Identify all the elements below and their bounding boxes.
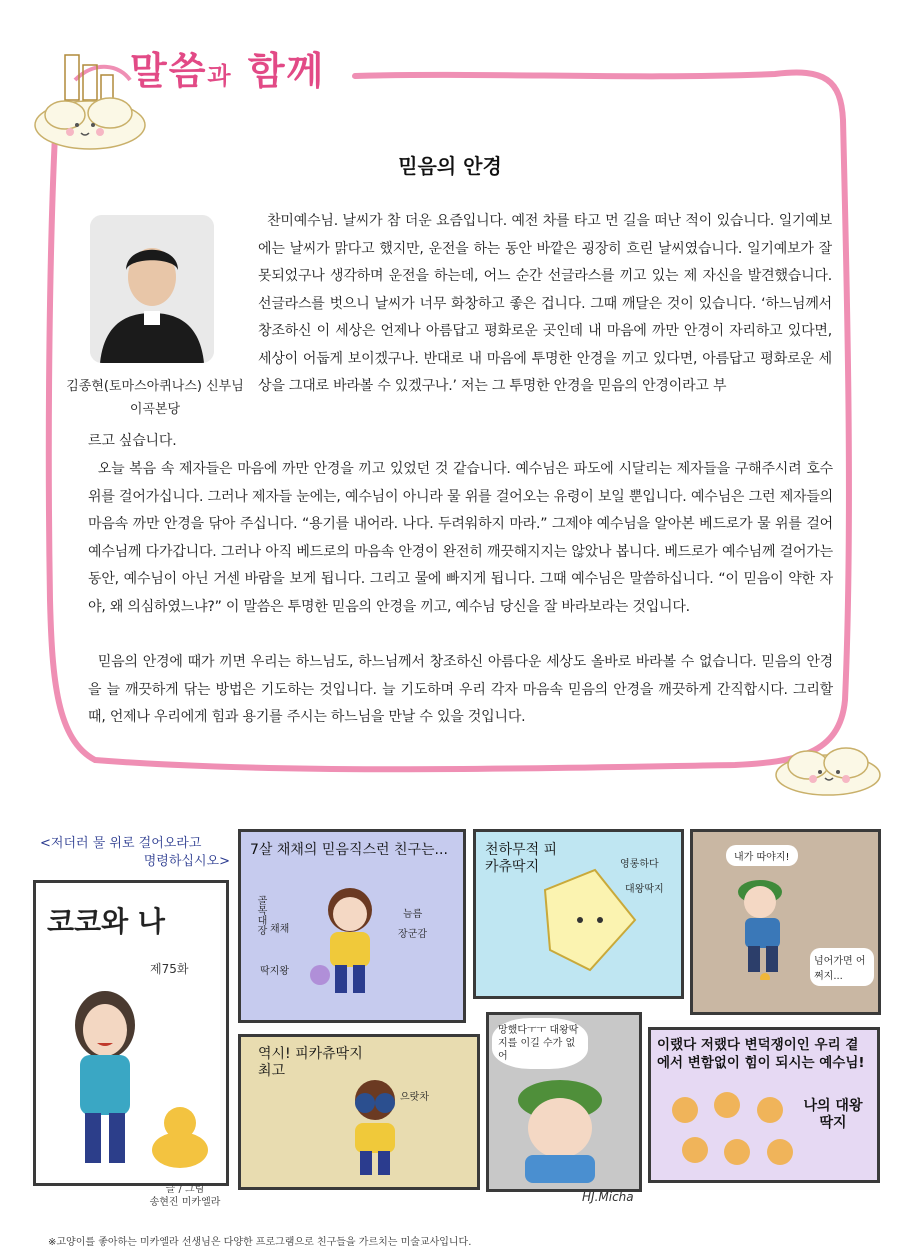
panel-c-top: 내가 따야지! bbox=[726, 845, 798, 866]
paragraph-2 bbox=[88, 456, 833, 621]
boy-throwing-illustration bbox=[720, 870, 820, 980]
panel-f-text: 이랬다 저랬다 변덕쟁이인 우리 곁에서 변함없이 힘이 되시는 예수님! bbox=[657, 1037, 865, 1071]
panel-a-word-1: 골목대장 bbox=[255, 895, 266, 935]
section-title bbox=[130, 40, 325, 95]
panel-b-word-1: 영롱하다 bbox=[620, 859, 659, 870]
paragraph-1-text: 찬미예수님. 날씨가 참 더운 요즘입니다. 예전 차를 타고 먼 길을 떠난 적이 있습니다. 일기예보에는 날씨가 맑다고 했지만, 운전을 하는 동안 바깥은 굉장히 흐린 날씨였습니다. 일기예보가 잘못되었구나 생각하며 운전을 하는데, 어느 순간 선글라스를 끼고 있는 제 자신을 발견했습니다. 선글라스를 벗으니 날씨가 너무 화창하고 좋은 겁니다. 그때 깨달은 것이 있습니다. ‘하느님께서 창조하신 이 세상은 언제나 아름답고 평화로운 곳인데 내 마음에 까만 안경이 자리하고 있다면, 세상이 어둡게 보이겠구나. 반대로 내 마음에 투명한 안경을 끼고 있다면, 아름답고 평화로운 세상을 그대로 바라볼 수 있겠구나.’ 저는 그 투명한 안경을 믿음의 안경이라고 부 bbox=[258, 213, 832, 394]
panel-b-word-2: 대왕딱지 bbox=[625, 884, 664, 895]
panel-a-word-2: 채채 bbox=[270, 924, 290, 935]
section-title-and: 과 bbox=[207, 61, 233, 90]
panel-a-word-3: 딱지왕 bbox=[260, 966, 289, 977]
panel-c-bottom: 넘어가면 어쩌지... bbox=[810, 948, 874, 986]
girl-and-cat-illustration bbox=[55, 985, 215, 1175]
crying-boy-illustration bbox=[500, 1080, 620, 1183]
footer-note: ※고양이를 좋아하는 미카엘라 선생님은 다양한 프로그램으로 친구들을 가르치는 미술교사입니다. bbox=[48, 1237, 472, 1248]
paragraph-1-end: 르고 싶습니다. bbox=[88, 433, 177, 449]
author-parish: 이곡본당 bbox=[129, 402, 181, 417]
comic-credit bbox=[140, 1183, 230, 1209]
paragraph-2-text: 오늘 복음 속 제자들은 마음에 까만 안경을 끼고 있었던 것 같습니다. 예수님은 파도에 시달리는 제자들을 구해주시려 호수 위를 걸어가십니다. 그러나 제자들 눈에는, 예수님이 아니라 물 위를 걸어오는 유령이 보일 뿐입니다. 예수님은 그런 제자들의 마음속 까만 안경을 닦아 주십니다. “용기를 내어라. 나다. 두려워하지 마라.” 그제야 예수님을 알아본 베드로가 물 위를 걸어 예수님께 다가갑니다. 그러나 아직 베드로의 마음속 안경이 완전히 깨끗해지지는 않았나 봅니다. 베드로가 예수님께 걸어가는 동안, 예수님이 아닌 거센 바람을 보게 됩니다. 그리고 물에 빠지게 됩니다. 그때 예수님은 말씀하십니다. “이 믿음이 약한 자야, 왜 의심하였느냐?” 이 말씀은 투명한 믿음의 안경을 끼고, 예수님 당신을 잘 바라보라는 것입니다. bbox=[88, 461, 833, 615]
girl-illustration bbox=[300, 880, 400, 1000]
panel-a-word-4: 늠름 bbox=[403, 909, 423, 920]
paragraph-3-text: 믿음의 안경에 때가 끼면 우리는 하느님도, 하느님께서 창조하신 아름다운 세상도 올바로 바라볼 수 없습니다. 믿음의 안경을 늘 깨끗하게 닦는 방법은 기도하는 것입니다. 늘 기도하며 우리 각자 마음속 믿음의 안경을 깨끗하게 간직합시다. 그리할 때, 언제나 우리에게 힘과 용기를 주시는 하느님을 만날 수 있을 것입니다. bbox=[88, 654, 833, 725]
author-photo bbox=[90, 215, 214, 363]
author-caption bbox=[40, 375, 270, 421]
comic-caption bbox=[40, 835, 230, 871]
panel-a-text: 7살 채채의 믿음직스런 친구는... bbox=[250, 842, 448, 858]
paragraph-3 bbox=[88, 649, 833, 732]
pikachu-card-illustration bbox=[535, 860, 645, 980]
section-title-main: 말씀 bbox=[130, 48, 208, 93]
panel-d-word: 으랏차 bbox=[400, 1092, 429, 1103]
girl-with-binoculars-illustration bbox=[330, 1075, 420, 1180]
credit-line2: 송현진 미카엘라 bbox=[149, 1197, 221, 1208]
panel-d-text: 역시! 피카츄딱지 최고 bbox=[258, 1046, 363, 1079]
credit-line1: 글 / 그림 bbox=[165, 1184, 205, 1195]
panel-a-word-5: 장군감 bbox=[398, 929, 427, 940]
panel-e-text: 망했다ㅜㅜ 대왕딱지를 이길 수가 없어 bbox=[492, 1018, 588, 1069]
article-title: 믿음의 안경 bbox=[398, 154, 502, 178]
cats-illustration bbox=[665, 1090, 800, 1175]
panel-f-sub: 나의 대왕딱지 bbox=[803, 1098, 863, 1131]
comic-caption-line1: <저더러 물 위로 걸어오라고 bbox=[40, 836, 202, 851]
comic-episode: 제75화 bbox=[150, 962, 189, 976]
comic-series-title: 코코와 나 bbox=[47, 905, 165, 938]
author-name: 김종현(토마스아퀴나스) 신부님 bbox=[66, 379, 244, 394]
section-title-end: 함께 bbox=[247, 48, 326, 93]
cloud-icon bbox=[768, 740, 888, 800]
comic-caption-line2: 명령하십시오> bbox=[143, 854, 230, 869]
paragraph-1 bbox=[258, 208, 832, 401]
panel-b-title: 천하무적 피카츄딱지 bbox=[485, 842, 558, 875]
artist-signature: HJ.Micha bbox=[582, 1190, 634, 1204]
